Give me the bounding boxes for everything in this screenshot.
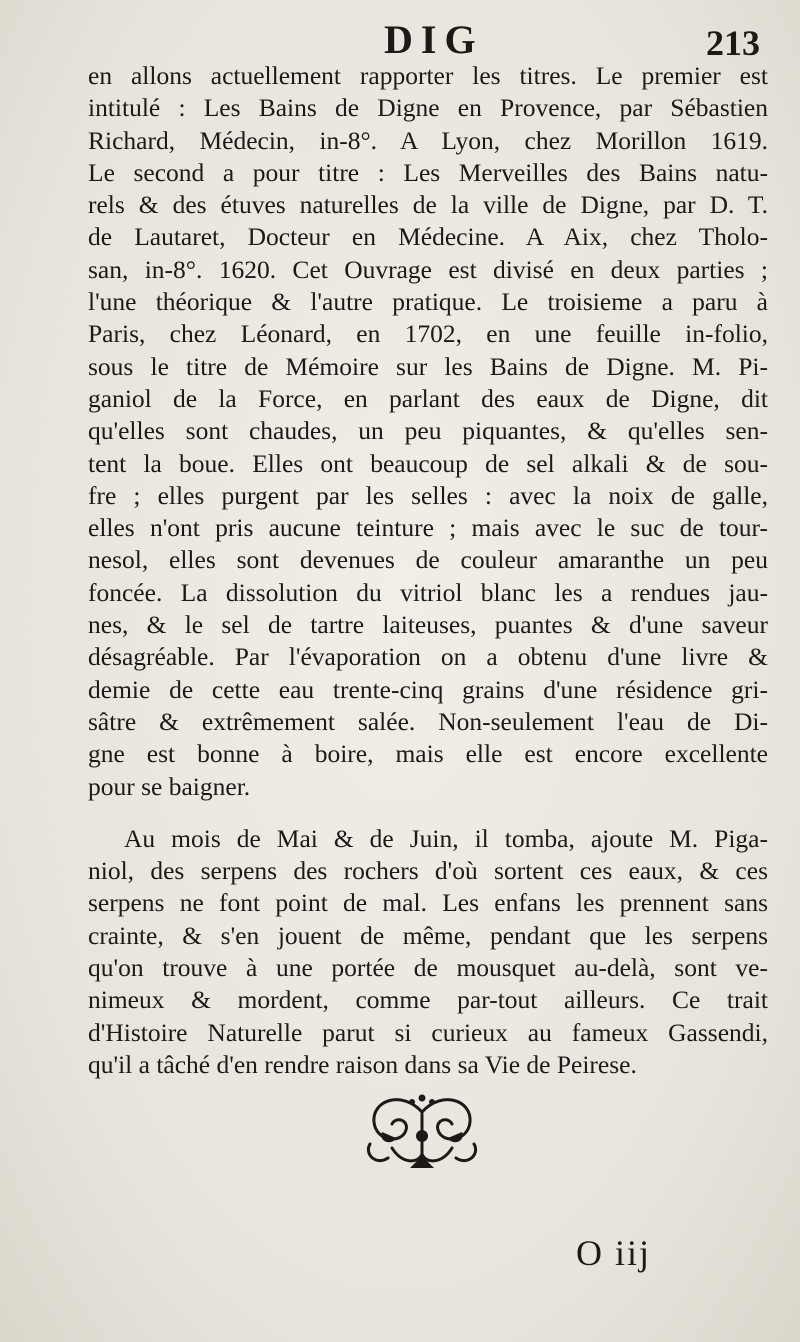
text-line: d'Histoire Naturelle parut si curieux au fameux Gassendi,: [88, 1017, 768, 1047]
text-line: tent la boue. Elles ont beaucoup de sel alkali & de sou-: [88, 448, 768, 478]
text-line: de Lautaret, Docteur en Médecine. A Aix, chez Tholo-: [88, 222, 768, 252]
text-line: nes, & le sel de tartre laiteuses, puantes & d'une saveur: [88, 610, 768, 640]
text-line: Paris, chez Léonard, en 1702, en une feuille in-folio,: [88, 319, 768, 349]
text-line: intitulé : Les Bains de Digne en Provence, par Sébastien: [88, 93, 768, 123]
text-line: demie de cette eau trente-cinq grains d'une résidence gri-: [88, 674, 768, 704]
text-line: san, in-8°. 1620. Cet Ouvrage est divisé en deux parties ;: [88, 254, 768, 284]
text-line: fre ; elles purgent par les selles : avec la noix de galle,: [88, 480, 768, 510]
text-line: Au mois de Mai & de Juin, il tomba, ajoute M. Piga-: [124, 823, 768, 853]
text-line: sâtre & extrêmement salée. Non-seulement l'eau de Di-: [88, 706, 768, 736]
body-text: [88, 60, 768, 1081]
text-line: en allons actuellement rapporter les titres. Le premier est: [88, 61, 768, 90]
text-line: désagréable. Par l'évaporation on a obtenu d'une livre &: [88, 642, 768, 672]
text-line: crainte, & s'en jouent de même, pendant que les serpens: [88, 920, 768, 950]
text-line: sous le titre de Mémoire sur les Bains de Digne. M. Pi-: [88, 351, 768, 381]
text-line: Le second a pour titre : Les Merveilles des Bains natu-: [88, 157, 768, 187]
text-line: nimeux & mordent, comme par-tout ailleurs. Ce trait: [88, 985, 768, 1015]
page-number: 213: [706, 23, 760, 63]
signature-mark: O iij: [576, 1233, 652, 1273]
paragraph-1: [88, 60, 768, 803]
text-line: rels & des étuves naturelles de la ville de Digne, par D. T.: [88, 190, 768, 220]
text-line: ganiol de la Force, en parlant des eaux de Digne, dit: [88, 383, 768, 413]
text-line: serpens ne font point de mal. Les enfans les prennent sans: [88, 888, 768, 918]
running-title: DIG: [384, 17, 484, 62]
paragraph-gap: [88, 803, 768, 823]
text-line: gne est bonne à boire, mais elle est encore excellente: [88, 739, 768, 769]
text-line: foncée. La dissolution du vitriol blanc les a rendues jau-: [88, 577, 768, 607]
text-line: Richard, Médecin, in-8°. A Lyon, chez Morillon 1619.: [88, 125, 768, 155]
text-line: pour se baigner.: [88, 771, 251, 801]
running-head: [0, 14, 800, 64]
text-line: nesol, elles sont devenues de couleur amaranthe un peu: [88, 545, 768, 575]
text-line: qu'il a tâché d'en rendre raison dans sa Vie de Peirese.: [88, 1049, 637, 1079]
text-line: niol, des serpens des rochers d'où sortent ces eaux, & ces: [88, 856, 768, 886]
text-line: l'une théorique & l'autre pratique. Le troisieme a paru à: [88, 287, 768, 317]
text-line: elles n'ont pris aucune teinture ; mais avec le suc de tour-: [88, 513, 768, 543]
fleuron-ornament-icon: [362, 1092, 482, 1174]
paragraph-2: [88, 823, 768, 1081]
text-line: qu'elles sont chaudes, un peu piquantes, & qu'elles sen-: [88, 416, 768, 446]
text-line: qu'on trouve à une portée de mousquet au-delà, sont ve-: [88, 953, 768, 983]
